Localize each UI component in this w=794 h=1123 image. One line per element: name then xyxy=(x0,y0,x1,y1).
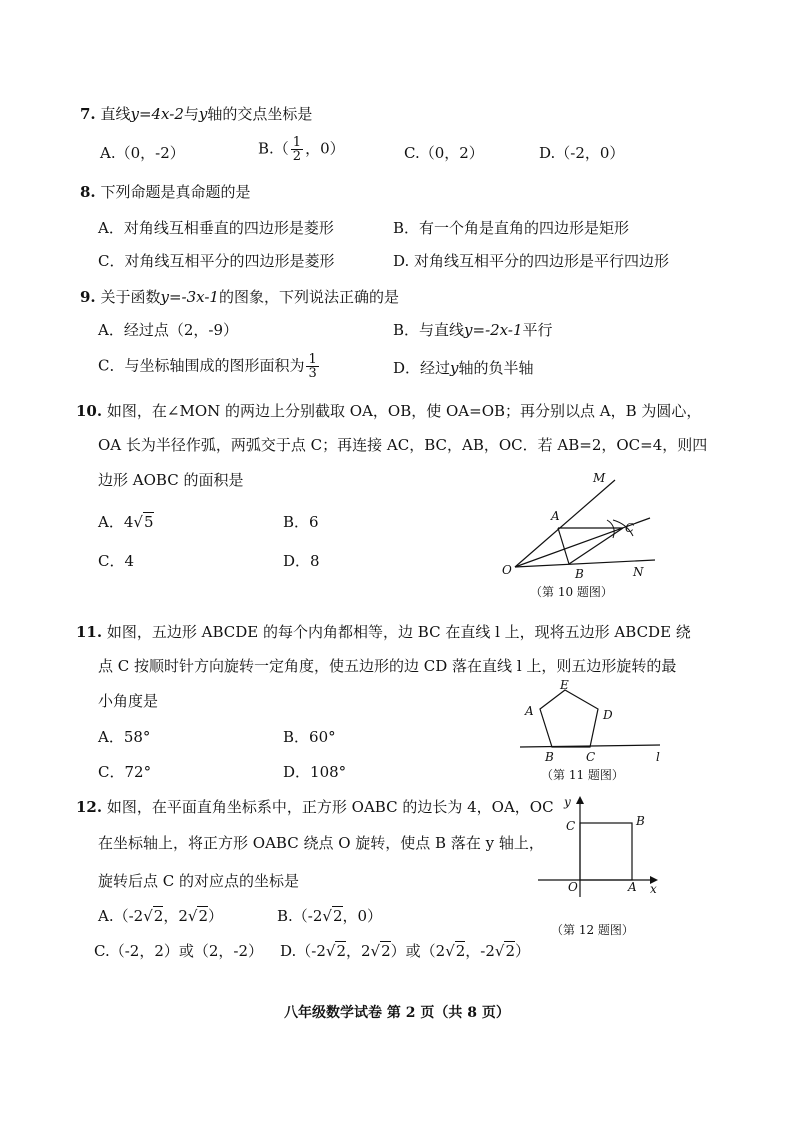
q11-option-d[interactable]: D．108° xyxy=(283,763,347,781)
label-n: N xyxy=(633,565,644,579)
line-bc xyxy=(569,528,623,564)
q12-option-d[interactable]: D.（-2√2，2√2）或（2√2，-2√2） xyxy=(280,942,531,960)
q12-figure xyxy=(530,792,670,902)
q10-caption: （第 10 题图） xyxy=(530,585,613,599)
label-a: A xyxy=(525,704,534,718)
label-o: O xyxy=(568,880,578,894)
label-b: B xyxy=(636,814,645,828)
q10-line-3: 边形 AOBC 的面积是 xyxy=(98,471,244,489)
label-b: B xyxy=(545,750,554,764)
q7-option-a[interactable]: A.（0，-2） xyxy=(100,144,185,162)
square-oabc xyxy=(580,823,632,880)
q11-option-c[interactable]: C．72° xyxy=(98,763,152,781)
y-axis-arrow xyxy=(576,796,584,804)
label-c: C xyxy=(586,750,596,764)
q11-line-3: 小角度是 xyxy=(98,692,159,710)
q9-option-b[interactable]: B．与直线y=-2x-1平行 xyxy=(393,321,553,339)
q8-option-d[interactable]: D. 对角线互相平分的四边形是平行四边形 xyxy=(393,252,670,270)
label-c: C xyxy=(566,819,576,833)
label-c: C xyxy=(625,521,635,535)
q10-figure xyxy=(495,470,675,580)
q11-option-b[interactable]: B．60° xyxy=(283,728,336,746)
q11-figure xyxy=(510,677,680,767)
label-o: O xyxy=(502,563,512,577)
q11-line-1: 11. 如图，五边形 ABCDE 的每个内角都相等，边 BC 在直线 l 上，现将五边形 ABCDE 绕 xyxy=(76,623,691,641)
label-d: D xyxy=(603,708,613,722)
label-a: A xyxy=(628,880,637,894)
q8-number: 8. xyxy=(80,183,96,201)
q11-number: 11. xyxy=(76,623,103,641)
q10-number: 10. xyxy=(76,402,103,420)
q7-option-c[interactable]: C.（0，2） xyxy=(404,144,484,162)
q8-option-a[interactable]: A．对角线互相垂直的四边形是菱形 xyxy=(98,219,334,237)
fraction: $\frac{1}{3}$ xyxy=(308,352,317,381)
q8-stem: 8. 下列命题是真命题的是 xyxy=(80,183,251,201)
q7-stem: 7. 直线y=4x-2与y轴的交点坐标是 xyxy=(80,105,313,123)
q12-caption: （第 12 题图） xyxy=(551,923,634,937)
q10-option-c[interactable]: C．4 xyxy=(98,552,135,570)
q11-option-a[interactable]: A．58° xyxy=(98,728,151,746)
q10-option-a[interactable]: A．4√5 xyxy=(98,513,154,531)
q12-option-c[interactable]: C.（-2，2）或（2，-2） xyxy=(94,942,264,960)
q9-number: 9. xyxy=(80,288,96,306)
q9-stem: 9. 关于函数y=-3x-1的图象，下列说法正确的是 xyxy=(80,288,399,306)
q12-option-b[interactable]: B.（-2√2，0） xyxy=(277,907,383,925)
q8-option-c[interactable]: C．对角线互相平分的四边形是菱形 xyxy=(98,252,335,270)
q10-line-1: 10. 如图，在∠MON 的两边上分别截取 OA，OB，使 OA=OB；再分别以点 A，B 为圆心， xyxy=(76,402,702,420)
label-l: l xyxy=(656,750,660,764)
line-ab xyxy=(558,528,569,564)
q9-option-d[interactable]: D．经过y轴的负半轴 xyxy=(393,359,534,377)
q12-number: 12. xyxy=(76,798,103,816)
q10-option-d[interactable]: D．8 xyxy=(283,552,320,570)
q12-line-3: 旋转后点 C 的对应点的坐标是 xyxy=(98,872,300,890)
label-y: y xyxy=(564,795,571,809)
q11-caption: （第 11 题图） xyxy=(541,768,624,782)
q9-option-a[interactable]: A．经过点（2，-9） xyxy=(98,321,238,339)
q7-number: 7. xyxy=(80,105,96,123)
q7-option-b[interactable]: B.（ $\frac{1}{2}$ ，0） xyxy=(258,135,345,164)
label-b: B xyxy=(575,567,584,580)
q10-option-b[interactable]: B．6 xyxy=(283,513,319,531)
q12-line-1: 12. 如图，在平面直角坐标系中，正方形 OABC 的边长为 4，OA，OC xyxy=(76,798,554,816)
pentagon-abcde xyxy=(540,690,598,747)
label-m: M xyxy=(593,471,606,485)
label-x: x xyxy=(650,882,657,896)
label-a: A xyxy=(551,509,560,523)
q9-option-c[interactable]: C．与坐标轴围成的图形面积为 $\frac{1}{3}$ xyxy=(98,352,317,381)
q11-line-2: 点 C 按顺时针方向旋转一定角度，使五边形的边 CD 落在直线 l 上，则五边形旋转的最 xyxy=(98,657,677,675)
page-footer: 八年级数学试卷 第 2 页（共 8 页） xyxy=(284,1005,510,1021)
q12-option-a[interactable]: A.（-2√2，2√2） xyxy=(98,907,223,925)
q10-line-2: OA 长为半径作弧，两弧交于点 C；再连接 AC，BC，AB，OC．若 AB=2，OC=4，则四 xyxy=(98,436,708,454)
q7-option-d[interactable]: D.（-2，0） xyxy=(539,144,625,162)
q8-option-b[interactable]: B．有一个角是直角的四边形是矩形 xyxy=(393,219,630,237)
ray-om xyxy=(515,480,615,567)
label-e: E xyxy=(560,678,569,692)
q12-line-2: 在坐标轴上，将正方形 OABC 绕点 O 旋转，使点 B 落在 y 轴上， xyxy=(98,834,544,852)
fraction: $\frac{1}{2}$ xyxy=(292,135,302,164)
